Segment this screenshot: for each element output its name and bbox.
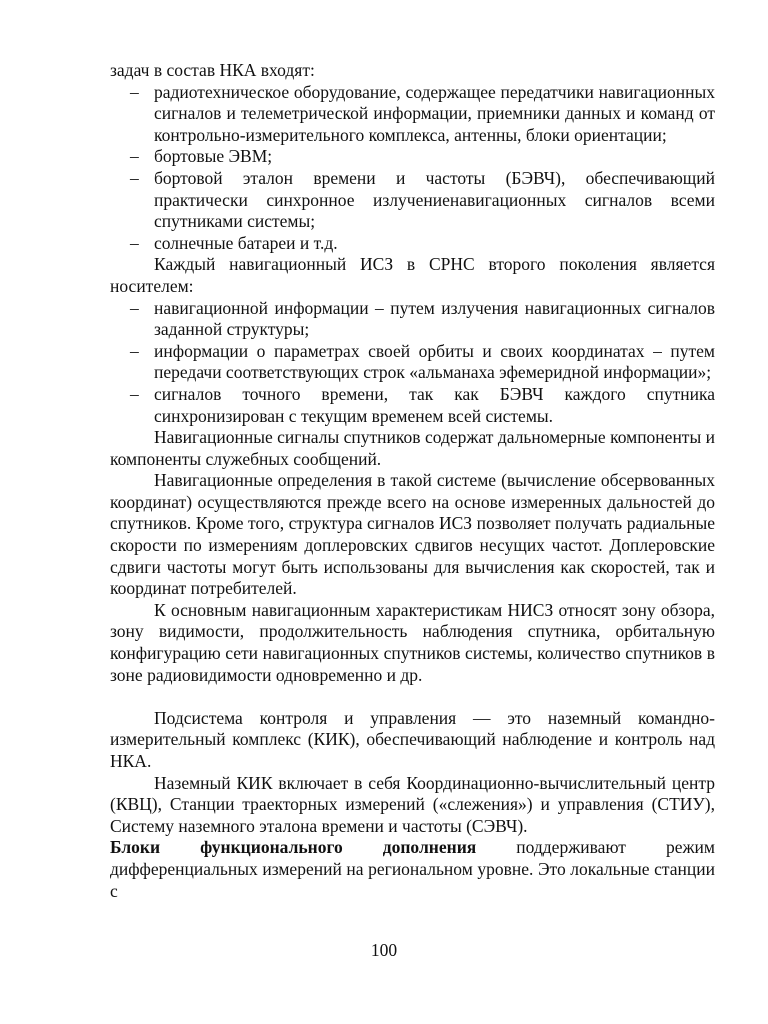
list-item-text: радиотехническое оборудование, содержащее передатчики навигационных сигналов и телеметрической информации, приемники данных и команд от контрольно-измерительного комплекса, антенны, блоки ориентации; bbox=[154, 81, 715, 145]
paragraph-carrier: Каждый навигационный ИСЗ в СРНС второго поколения является носителем: bbox=[110, 254, 715, 296]
dash-bullet: – bbox=[130, 297, 139, 318]
intro-line: задач в состав НКА входят: bbox=[110, 60, 315, 80]
dash-bullet: – bbox=[130, 340, 139, 361]
dash-bullet: – bbox=[130, 167, 139, 188]
carrier-list bbox=[110, 298, 715, 428]
list-item bbox=[110, 146, 715, 168]
dash-bullet: – bbox=[130, 383, 139, 404]
list-item bbox=[110, 384, 715, 427]
list-item bbox=[110, 82, 715, 147]
page-number: 100 bbox=[370, 940, 398, 960]
list-item bbox=[110, 233, 715, 255]
list-item bbox=[110, 341, 715, 384]
dash-bullet: – bbox=[130, 146, 139, 167]
list-item-text: информации о параметрах своей орбиты и своих координатах – путем передачи соответствующих строк «альманаха эфемеридной информации»; bbox=[154, 340, 715, 383]
list-item bbox=[110, 168, 715, 233]
dash-bullet: – bbox=[130, 232, 139, 253]
list-item-text: навигационной информации – путем излучения навигационных сигналов заданной структуры; bbox=[154, 297, 715, 340]
paragraph-signals: Навигационные сигналы спутников содержат дальномерные компоненты и компоненты служебных сообщений. bbox=[110, 427, 715, 469]
list-item bbox=[110, 298, 715, 341]
list-item-text: бортовой эталон времени и частоты (БЭВЧ), обеспечивающий практически синхронное излучениенавигационных сигналов всеми спутниками системы; bbox=[154, 167, 715, 232]
list-item-text: бортовые ЭВМ; bbox=[154, 146, 273, 167]
section-gap bbox=[110, 686, 715, 708]
paragraph-characteristics: К основным навигационным характеристикам НИСЗ относят зону обзора, зону видимости, продолжительность наблюдения спутника, орбитальную конфигурацию сети навигационных спутников системы, количество спутников в зоне радиовидимости одновременно и др. bbox=[110, 599, 715, 685]
list-item-text: солнечные батареи и т.д. bbox=[154, 232, 338, 253]
dash-bullet: – bbox=[130, 81, 139, 102]
paragraph-control: Подсистема контроля и управления — это наземный командно-измерительный комплекс (КИК), обеспечивающий наблюдение и контроль над НКА. bbox=[110, 707, 715, 771]
list-item-text: сигналов точного времени, так как БЭВЧ каждого спутника синхронизирован с текущим временем всей системы. bbox=[154, 383, 715, 426]
blocks-term: Блоки функционального дополнения bbox=[110, 837, 477, 858]
paragraph-blocks bbox=[110, 837, 715, 902]
paragraph-kik: Наземный КИК включает в себя Координационно-вычислительный центр (КВЦ), Станции траекторных измерений («слежения») и управления (СТИУ), Систему наземного эталона времени и частоты (СЭВЧ). bbox=[110, 772, 715, 836]
blocks-text: поддерживают режим дифференциальных измерений на региональном уровне. Это локальные станции с bbox=[110, 837, 715, 901]
equipment-list bbox=[110, 82, 715, 255]
body-text bbox=[110, 60, 715, 902]
paragraph-definitions: Навигационные определения в такой системе (вычисление обсервованных координат) осуществляются прежде всего на основе измеренных дальностей до спутников. Кроме того, структура сигналов ИСЗ позволяет получать радиальные скорости по измерениям доплеровских сдвигов несущих частот. Доплеровские сдвиги частоты могут быть использованы для вычисления как скоростей, так и координат потребителей. bbox=[110, 470, 715, 599]
